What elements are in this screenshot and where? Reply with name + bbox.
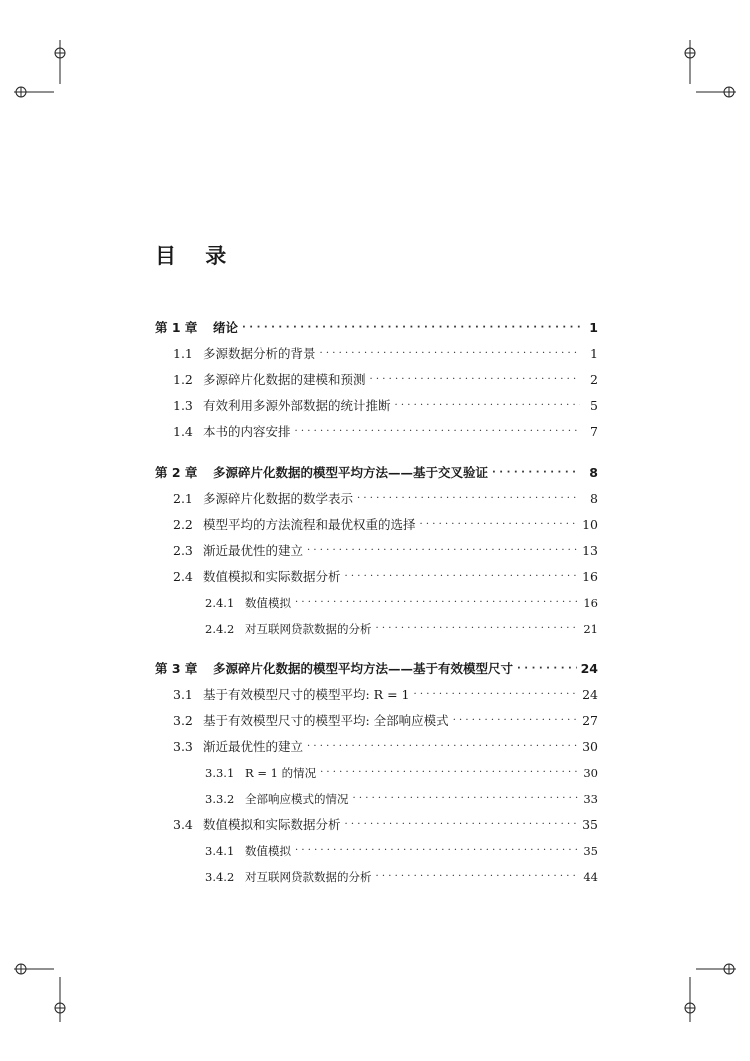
entry-number: 2.4.1 xyxy=(205,596,235,610)
leader-dots xyxy=(376,619,580,639)
entry-page: 24 xyxy=(582,687,598,702)
entry-number: 3.4.1 xyxy=(205,844,235,858)
leader-dots xyxy=(376,867,580,887)
toc-entry-section[interactable] xyxy=(173,737,598,757)
leader-dots xyxy=(517,659,577,679)
entry-title: 全部响应模式的情况 xyxy=(245,792,349,806)
entry-title: 模型平均的方法流程和最优权重的选择 xyxy=(203,517,416,532)
entry-number: 3.3.2 xyxy=(205,792,235,806)
toc-entry-section[interactable] xyxy=(173,711,598,731)
entry-title: 渐近最优性的建立 xyxy=(203,543,304,558)
entry-page: 8 xyxy=(589,465,598,480)
entry-number: 1.1 xyxy=(173,346,193,361)
toc-entry-subsection[interactable] xyxy=(205,763,598,783)
entry-title: 有效利用多源外部数据的统计推断 xyxy=(203,398,391,413)
entry-page: 2 xyxy=(590,372,598,387)
entry-title: 绪论 xyxy=(213,320,239,335)
entry-number: 第 2 章 xyxy=(155,465,198,480)
entry-title: 对互联网贷款数据的分析 xyxy=(245,870,372,884)
entry-title: 多源碎片化数据的建模和预测 xyxy=(203,372,366,387)
entry-title: 对互联网贷款数据的分析 xyxy=(245,622,372,636)
leader-dots xyxy=(242,318,580,338)
entry-page: 13 xyxy=(582,543,598,558)
leader-dots xyxy=(370,370,580,390)
entry-title: 基于有效模型尺寸的模型平均: 全部响应模式 xyxy=(203,713,449,728)
entry-number: 3.1 xyxy=(173,687,193,702)
entry-title: 数值模拟 xyxy=(245,596,291,610)
toc-entry-chapter-1[interactable] xyxy=(155,318,598,338)
leader-dots xyxy=(320,763,579,783)
leader-dots xyxy=(357,489,580,509)
entry-title: 数值模拟 xyxy=(245,844,291,858)
toc-entry-section[interactable] xyxy=(173,489,598,509)
leader-dots xyxy=(492,463,580,483)
entry-page: 16 xyxy=(582,569,598,584)
entry-title: 数值模拟和实际数据分析 xyxy=(203,817,341,832)
entry-title: 多源碎片化数据的模型平均方法——基于交叉验证 xyxy=(213,465,489,480)
entry-page: 33 xyxy=(583,792,598,806)
toc-entry-chapter-2[interactable] xyxy=(155,463,598,483)
entry-title: 本书的内容安排 xyxy=(203,424,291,439)
entry-number: 1.3 xyxy=(173,398,193,413)
entry-page: 30 xyxy=(583,766,598,780)
leader-dots xyxy=(320,344,580,364)
entry-number: 2.4.2 xyxy=(205,622,235,636)
entry-number: 2.1 xyxy=(173,491,193,506)
entry-title: 多源数据分析的背景 xyxy=(203,346,316,361)
entry-page: 7 xyxy=(590,424,598,439)
crop-mark-top-left-icon xyxy=(14,40,104,130)
entry-page: 21 xyxy=(583,622,598,636)
entry-page: 1 xyxy=(590,346,598,361)
toc-entry-subsection[interactable] xyxy=(205,867,598,887)
entry-title: 多源碎片化数据的模型平均方法——基于有效模型尺寸 xyxy=(213,661,514,676)
entry-page: 24 xyxy=(580,661,598,676)
entry-number: 1.4 xyxy=(173,424,193,439)
entry-number: 3.3 xyxy=(173,739,193,754)
entry-page: 8 xyxy=(590,491,598,506)
entry-page: 10 xyxy=(582,517,598,532)
crop-mark-bottom-left-icon xyxy=(14,932,104,1022)
entry-number: 2.4 xyxy=(173,569,193,584)
toc-entry-section[interactable] xyxy=(173,396,598,416)
toc-entry-section[interactable] xyxy=(173,567,598,587)
toc-entry-section[interactable] xyxy=(173,344,598,364)
leader-dots xyxy=(413,685,578,705)
entry-number: 2.2 xyxy=(173,517,193,532)
entry-number: 3.4.2 xyxy=(205,870,235,884)
entry-page: 44 xyxy=(583,870,598,884)
entry-page: 35 xyxy=(582,817,598,832)
leader-dots xyxy=(295,841,579,861)
crop-mark-bottom-right-icon xyxy=(646,932,736,1022)
toc-entry-section[interactable] xyxy=(173,685,598,705)
leader-dots xyxy=(295,422,580,442)
toc-entry-chapter-3[interactable] xyxy=(155,659,598,679)
entry-number: 2.3 xyxy=(173,543,193,558)
leader-dots xyxy=(420,515,579,535)
toc-entry-subsection[interactable] xyxy=(205,841,598,861)
toc-title: 目 录 xyxy=(155,244,238,268)
entry-page: 30 xyxy=(582,739,598,754)
crop-mark-top-right-icon xyxy=(646,40,736,130)
entry-title: 多源碎片化数据的数学表示 xyxy=(203,491,354,506)
entry-page: 35 xyxy=(583,844,598,858)
leader-dots xyxy=(395,396,580,416)
entry-number: 3.2 xyxy=(173,713,193,728)
leader-dots xyxy=(307,541,578,561)
entry-title: 数值模拟和实际数据分析 xyxy=(203,569,341,584)
entry-number: 3.4 xyxy=(173,817,193,832)
toc-entry-subsection[interactable] xyxy=(205,619,598,639)
leader-dots xyxy=(345,567,579,587)
toc-entry-section[interactable] xyxy=(173,541,598,561)
entry-title: 渐近最优性的建立 xyxy=(203,739,304,754)
toc-entry-subsection[interactable] xyxy=(205,593,598,613)
leader-dots xyxy=(345,815,579,835)
leader-dots xyxy=(453,711,578,731)
entry-number: 第 3 章 xyxy=(155,661,198,676)
leader-dots xyxy=(307,737,578,757)
entry-title: 基于有效模型尺寸的模型平均: R = 1 xyxy=(203,687,410,702)
entry-page: 16 xyxy=(583,596,598,610)
toc-entry-section[interactable] xyxy=(173,422,598,442)
leader-dots xyxy=(295,593,579,613)
entry-title: R = 1 的情况 xyxy=(245,766,317,780)
entry-page: 5 xyxy=(590,398,598,413)
toc-entry-subsection[interactable] xyxy=(205,789,598,809)
toc-entry-section[interactable] xyxy=(173,370,598,390)
entry-number: 第 1 章 xyxy=(155,320,198,335)
entry-number: 1.2 xyxy=(173,372,193,387)
entry-page: 27 xyxy=(582,713,598,728)
leader-dots xyxy=(353,789,580,809)
entry-page: 1 xyxy=(589,320,598,335)
toc-entry-section[interactable] xyxy=(173,815,598,835)
toc-entry-section[interactable] xyxy=(173,515,598,535)
entry-number: 3.3.1 xyxy=(205,766,235,780)
